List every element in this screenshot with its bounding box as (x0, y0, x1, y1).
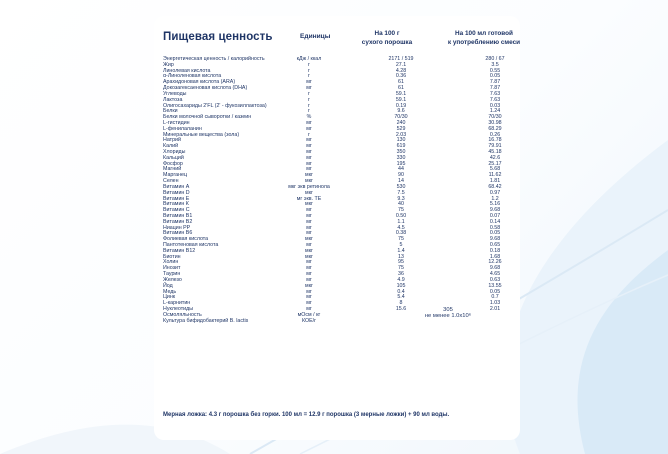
nutrient-unit: мг (306, 207, 312, 214)
nutrient-unit: мкг (305, 189, 313, 196)
units-column-header: Единицы (300, 33, 331, 40)
value-per-100ml: 9.68 (489, 207, 501, 214)
value-per-100ml: 13.55 (488, 282, 502, 289)
nutrient-name: Витамин D (163, 189, 190, 196)
nutrient-name: Магний (163, 166, 182, 173)
per-100ml-header-line2: к употреблению смеси (447, 38, 521, 46)
value-per-100g: 0.50 (395, 212, 407, 219)
value-per-100ml: 0.55 (489, 67, 501, 74)
value-per-100g: 4.9 (397, 276, 405, 283)
value-per-100g: 2.03 (395, 131, 407, 138)
nutrient-name: Углеводы (163, 90, 187, 97)
value-per-100g: 14 (398, 178, 404, 185)
value-per-100ml: 7.87 (489, 85, 501, 92)
nutrient-name: Жир (163, 61, 174, 68)
nutrient-unit: г (308, 67, 310, 74)
nutrient-unit: мг (306, 125, 312, 132)
value-per-100g: 75 (398, 236, 404, 243)
value-per-100g: 70/30 (394, 114, 408, 121)
value-per-100ml: 0.26 (489, 131, 501, 138)
value-per-100g: 75 (398, 207, 404, 214)
value-per-100ml: 0.03 (489, 102, 501, 109)
value-per-100ml: 0.97 (489, 189, 501, 196)
nutrient-unit: мкг экв ретинола (288, 183, 330, 190)
nutrient-unit: мг (306, 166, 312, 173)
value-per-100ml: 5.16 (489, 201, 501, 208)
nutrient-unit: мОсм / кг (297, 311, 321, 318)
value-per-100ml: 280 / 67 (485, 56, 505, 62)
per-100g-header-line2: сухого порошка (361, 38, 413, 46)
nutrient-unit: КОЕ/г (301, 318, 317, 325)
nutrient-name: L-гистидин (163, 119, 190, 126)
value-per-100g: 195 (396, 160, 406, 167)
value-per-100ml: 1.03 (489, 300, 501, 307)
value-per-100g: 5 (399, 242, 403, 248)
nutrient-unit: мг (306, 259, 312, 266)
value-per-100ml: 7.63 (489, 96, 501, 103)
value-per-100ml: 45.18 (488, 149, 502, 155)
nutrient-name: Пантотеновая кислота (163, 242, 219, 248)
nutrient-unit: мг (306, 143, 312, 150)
value-per-100g: 90 (398, 172, 404, 179)
nutrient-unit: г (308, 96, 310, 103)
value-per-100ml: 7.87 (489, 79, 501, 86)
value-per-100ml: 68.42 (488, 183, 502, 190)
value-per-100ml: 4.65 (489, 271, 501, 278)
value-per-100ml: 3.5 (491, 61, 499, 68)
nutrient-name: Витамин В12 (163, 247, 196, 254)
nutrient-unit: % (306, 114, 312, 121)
nutrient-unit: мг (306, 79, 312, 86)
nutrient-unit: мг (306, 288, 312, 295)
nutrient-name: Докозагексаеновая кислота (DHA) (163, 85, 248, 92)
value-per-100ml: 0.05 (489, 230, 501, 237)
value-per-100ml: 1.81 (489, 178, 501, 185)
value-per-100ml: 1.2 (491, 195, 499, 202)
value-per-100g: 40 (398, 201, 404, 208)
value-per-100ml: 25.17 (488, 160, 502, 167)
nutrient-unit: мг (306, 224, 312, 231)
nutrient-unit: мкг (305, 236, 313, 243)
nutrition-table (163, 57, 553, 326)
per-100g-header-line1: На 100 г (374, 30, 400, 37)
nutrient-name: Инозит (163, 265, 181, 272)
nutrient-unit: мг (306, 212, 312, 219)
value-per-100g: 95 (398, 259, 404, 266)
nutrient-name: Кальций (163, 154, 184, 161)
nutrient-unit: мг (306, 85, 312, 92)
value-per-100ml: 9.68 (489, 236, 501, 243)
nutrient-name: Йод (163, 282, 173, 289)
nutrient-unit: г (308, 61, 310, 68)
value-per-100ml: 0.14 (489, 218, 501, 225)
nutrient-name: Витамин В6 (163, 230, 193, 237)
nutrient-name: Фолиевая кислота (163, 236, 209, 243)
value-per-100g: 5.4 (397, 294, 405, 301)
nutrient-name: Калий (163, 143, 179, 150)
value-per-100ml: 9.68 (489, 265, 501, 272)
measuring-spoon-note: Мерная ложка: 4.3 г порошка без горки. 100 мл = 12.9 г порошка (3 мерные ложки) + 90 мл воды. (163, 412, 450, 418)
nutrient-name: Холин (163, 259, 179, 266)
nutrient-unit: мг (306, 305, 312, 312)
nutrient-name: Витамин Е (163, 195, 190, 202)
value-per-100ml: 0.63 (489, 276, 501, 283)
nutrient-name: Витамин К (163, 201, 189, 208)
value-per-100ml: 1.24 (489, 108, 501, 115)
value-per-100ml: 42.6 (489, 154, 501, 161)
value-per-100g: 0.19 (395, 102, 407, 109)
value-per-100g: 619 (396, 143, 406, 150)
nutrient-unit: мкг (305, 253, 313, 260)
nutrient-name: Витамин В1 (163, 212, 193, 219)
value-per-100g: 9.6 (397, 108, 405, 115)
nutrient-name: Марганец (163, 172, 188, 179)
nutrient-name: Линолевая кислота (163, 67, 211, 74)
nutrient-unit: мг (306, 276, 312, 283)
value-per-100ml: 2.01 (489, 305, 501, 312)
nutrient-name: Олигосахариды 2'FL (2' - фукозиллактоза) (163, 102, 267, 109)
per-100ml-header-line1: На 100 мл готовой (455, 30, 513, 37)
nutrient-unit: мг (306, 218, 312, 225)
value-per-100g: 4.5 (397, 224, 405, 231)
nutrient-name: α-Линоленовая кислота (163, 73, 222, 80)
nutrient-unit: г (308, 108, 310, 115)
nutrient-name: Энергетическая ценность / калорийность (163, 56, 265, 62)
value-per-100g: 330 (396, 154, 406, 161)
value-per-100ml: 68.29 (488, 125, 502, 132)
nutrient-merged-value: не менее 1.0x10⁶ (424, 313, 472, 320)
value-per-100g: 75 (398, 265, 404, 272)
value-per-100g: 8 (399, 300, 403, 307)
nutrient-name: Железо (163, 276, 182, 283)
nutrient-unit: кДж / ккал (296, 56, 322, 62)
value-per-100g: 240 (396, 119, 406, 126)
per-100ml-column-header (433, 30, 535, 47)
nutrient-unit: мг (306, 160, 312, 167)
nutrient-name: Витамин В2 (163, 218, 193, 225)
value-per-100ml: 16.78 (488, 137, 502, 144)
nutrient-unit: мг (306, 137, 312, 144)
value-per-100g: 1.1 (397, 218, 405, 225)
value-per-100g: 0.4 (397, 288, 405, 295)
value-per-100g: 61 (398, 79, 404, 86)
nutrient-name: Белки (163, 108, 178, 115)
nutrient-unit: мг экв. ТЕ (296, 195, 322, 202)
nutrient-name: Фосфор (163, 160, 183, 167)
nutrient-name: Хлориды (163, 149, 186, 155)
nutrient-unit: г (308, 90, 310, 97)
nutrient-unit: мг (306, 154, 312, 161)
value-per-100ml: 7.63 (489, 90, 501, 97)
page-title: Пищевая ценность (163, 31, 273, 43)
nutrient-name: L-фенилаланин (163, 125, 202, 132)
value-per-100g: 13 (398, 253, 404, 260)
nutrient-name: Витамин С (163, 207, 190, 214)
value-per-100ml: 0.7 (491, 294, 499, 301)
nutrient-name: L-карнитин (163, 300, 191, 307)
nutrient-unit: мг (306, 149, 312, 155)
nutrient-unit: мг (306, 265, 312, 272)
nutrient-merged-value: 305 (443, 306, 453, 313)
value-per-100ml: 0.05 (489, 73, 501, 80)
nutrient-unit: г (308, 73, 310, 80)
value-per-100g: 7.5 (397, 189, 405, 196)
value-per-100g: 61 (398, 85, 404, 92)
value-per-100ml: 0.07 (489, 212, 501, 219)
nutrient-unit: мг (306, 294, 312, 301)
nutrient-name: Витамин А (163, 183, 190, 190)
value-per-100g: 9.3 (397, 195, 405, 202)
value-per-100g: 15.6 (395, 305, 407, 312)
nutrient-unit: г (308, 102, 310, 109)
value-per-100ml: 11.62 (488, 172, 502, 179)
nutrient-name: Ниацин РР (163, 224, 191, 231)
value-per-100ml: 79.91 (488, 143, 502, 150)
value-per-100g: 44 (398, 166, 404, 173)
value-per-100g: 0.38 (395, 230, 407, 237)
value-per-100ml: 70/30 (488, 114, 502, 121)
per-100g-column-header (352, 30, 422, 47)
nutrient-name: Лактоза (163, 96, 183, 103)
nutrient-name: Арахидоновая кислота (ARA) (163, 79, 236, 86)
nutrient-name: Нуклеотиды (163, 305, 193, 312)
value-per-100ml: 5.68 (489, 166, 501, 173)
value-per-100g: 59.1 (395, 90, 407, 97)
value-per-100ml: 0.05 (489, 288, 501, 295)
value-per-100g: 36 (398, 271, 404, 278)
nutrient-name: Медь (163, 288, 177, 295)
nutrient-unit: мг (306, 271, 312, 278)
nutrient-unit: мкг (305, 172, 313, 179)
nutrient-unit: мкг (305, 282, 313, 289)
nutrient-name: Культура бифидобактерий B. lactis (163, 318, 249, 325)
value-per-100g: 27.1 (395, 61, 407, 68)
nutrient-unit: мкг (305, 201, 313, 208)
nutrient-name: Минеральные вещества (зола) (163, 131, 240, 138)
nutrient-unit: мг (306, 119, 312, 126)
value-per-100g: 529 (396, 125, 406, 132)
value-per-100ml: 1.68 (489, 253, 501, 260)
nutrient-unit: г (308, 131, 310, 138)
value-per-100ml: 0.18 (489, 247, 501, 254)
value-per-100g: 130 (396, 137, 406, 144)
nutrient-name: Белки молочной сыворотки / казеин (163, 114, 252, 121)
nutrient-unit: мг (306, 300, 312, 307)
value-per-100ml: 12.26 (488, 259, 502, 266)
value-per-100g: 530 (396, 183, 406, 190)
value-per-100ml: 0.58 (489, 224, 501, 231)
value-per-100g: 105 (396, 282, 406, 289)
nutrient-unit: мг (306, 242, 312, 248)
nutrient-name: Осмоляльность (163, 311, 202, 318)
nutrient-name: Биотин (163, 253, 181, 260)
nutrient-name: Натрий (163, 137, 181, 144)
value-per-100g: 0.36 (395, 73, 407, 80)
value-per-100g: 1.4 (397, 247, 405, 254)
nutrient-name: Цинк (163, 294, 176, 301)
nutrient-name: Селен (163, 178, 179, 185)
nutrient-unit: мкг (305, 178, 313, 185)
value-per-100ml: 0.65 (489, 242, 501, 248)
nutrient-unit: мкг (305, 247, 313, 254)
value-per-100g: 350 (396, 149, 406, 155)
nutrient-unit: мг (306, 230, 312, 237)
nutrient-name: Таурин (163, 271, 181, 278)
value-per-100g: 2171 / 519 (388, 56, 414, 62)
value-per-100g: 59.1 (395, 96, 407, 103)
value-per-100ml: 30.98 (488, 119, 502, 126)
value-per-100g: 4.28 (395, 67, 407, 74)
